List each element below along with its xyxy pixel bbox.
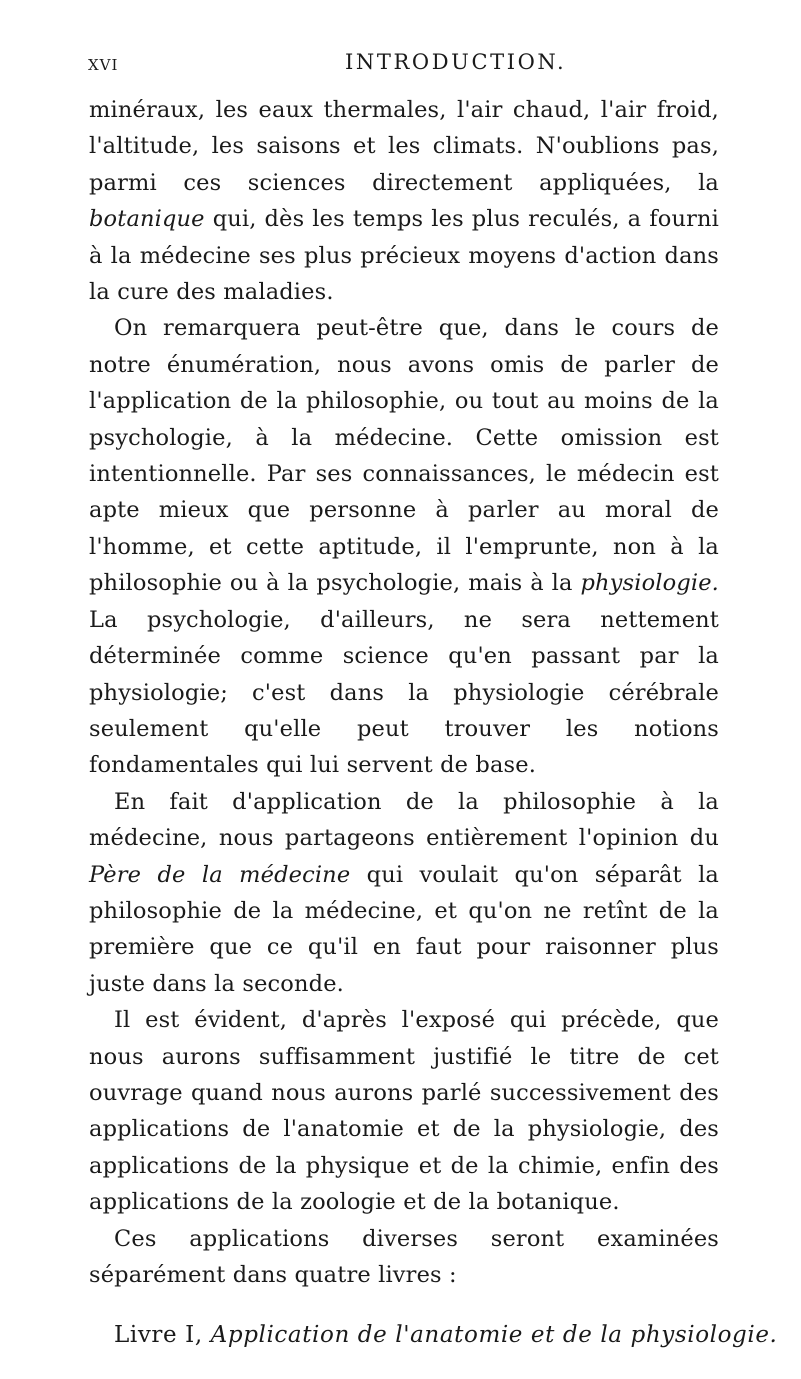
- text-run: qui voulait qu'on séparât la philosophie de la médecine, et qu'on ne retînt de la première que ce qu'il en faut pour raisonner plus juste dans la seconde.: [89, 861, 719, 997]
- italic-text: Père de la médecine: [89, 861, 351, 888]
- body-text: [89, 92, 719, 1293]
- paragraph: [89, 1002, 719, 1220]
- paragraph: [89, 1221, 719, 1294]
- italic-text: botanique: [89, 206, 205, 233]
- page-number: XVI: [88, 56, 119, 74]
- book-one-title: Application de l'anatomie et de la physiologie.: [210, 1322, 778, 1348]
- paragraph: [89, 92, 719, 310]
- book-one-line: [114, 1322, 778, 1348]
- text-run: qui, dès les temps les plus reculés, a fourni à la médecine ses plus précieux moyens d'action dans la cure des maladies.: [89, 206, 719, 306]
- paragraph: [89, 310, 719, 783]
- running-title: INTRODUCTION.: [345, 50, 567, 74]
- text-run: En fait d'application de la philosophie à la médecine, nous partageons entièrement l'opinion du: [89, 788, 719, 852]
- text-run: La psychologie, d'ailleurs, ne sera nettement déterminée comme science qu'en passant par la physiologie; c'est dans la physiologie cérébrale seulement qu'elle peut trouver les notions fondamentales qui lui servent de base.: [89, 606, 719, 779]
- text-run: Il est évident, d'après l'exposé qui précède, que nous aurons suffisamment justifié le titre de cet ouvrage quand nous aurons parlé successivement des applications de l'anatomie et de la physiologie, des applications de la physique et de la chimie, enfin des applications de la zoologie et de la botanique.: [89, 1007, 719, 1216]
- text-run: Ces applications diverses seront examinées séparément dans quatre livres :: [89, 1225, 719, 1288]
- book-one-prefix: Livre I,: [114, 1322, 211, 1348]
- italic-text: physiologie.: [580, 570, 719, 597]
- text-run: minéraux, les eaux thermales, l'air chaud, l'air froid, l'altitude, les saisons et les climats. N'oublions pas, parmi ces sciences directement appliquées, la: [89, 97, 719, 196]
- text-run: On remarquera peut-être que, dans le cours de notre énumération, nous avons omis de parler de l'application de la philosophie, ou tout au moins de la psychologie, à la médecine. Cette omission est intentionnelle. Par ses connaissances, le médecin est apte mieux que personne à parler au moral de l'homme, et cette aptitude, il l'emprunte, non à la philosophie ou à la psychologie, mais à la: [89, 315, 719, 597]
- page-header: [0, 50, 801, 80]
- paragraph: [89, 784, 719, 1002]
